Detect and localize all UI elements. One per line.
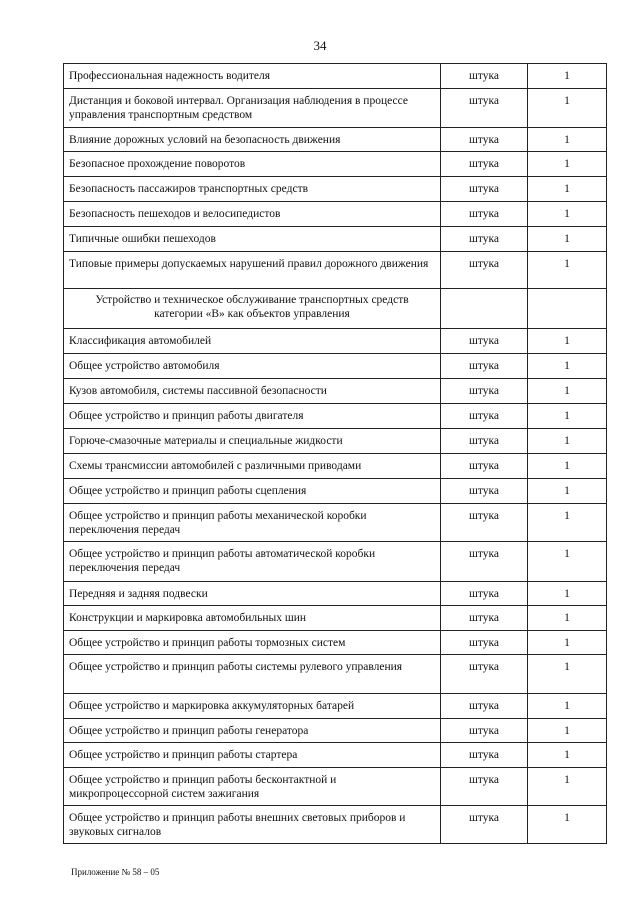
table-row xyxy=(64,329,607,354)
item-unit: штука xyxy=(441,743,528,768)
item-quantity: 1 xyxy=(528,404,607,429)
item-name: Типичные ошибки пешеходов xyxy=(64,227,441,252)
footer-note: Приложение № 58 – 05 xyxy=(71,867,160,877)
item-unit: штука xyxy=(441,227,528,252)
item-unit: штука xyxy=(441,329,528,354)
item-quantity: 1 xyxy=(528,252,607,289)
item-unit: штука xyxy=(441,64,528,89)
item-name: Общее устройство и принцип работы внешних световых приборов и звуковых сигналов xyxy=(64,806,441,844)
item-name: Общее устройство автомобиля xyxy=(64,354,441,379)
item-quantity: 1 xyxy=(528,582,607,606)
table-row xyxy=(64,177,607,202)
table-row xyxy=(64,454,607,479)
item-unit: штука xyxy=(441,177,528,202)
item-name: Влияние дорожных условий на безопасность движения xyxy=(64,128,441,152)
table-row xyxy=(64,252,607,289)
item-name: Безопасность пассажиров транспортных средств xyxy=(64,177,441,202)
item-quantity: 1 xyxy=(528,504,607,542)
item-quantity: 1 xyxy=(528,768,607,806)
item-unit: штука xyxy=(441,454,528,479)
item-quantity: 1 xyxy=(528,379,607,404)
item-unit: штука xyxy=(441,542,528,582)
item-quantity: 1 xyxy=(528,454,607,479)
item-quantity: 1 xyxy=(528,806,607,844)
item-quantity: 1 xyxy=(528,631,607,655)
item-quantity: 1 xyxy=(528,64,607,89)
item-unit: штука xyxy=(441,404,528,429)
item-name: Общее устройство и принцип работы бесконтактной и микропроцессорной систем зажигания xyxy=(64,768,441,806)
item-unit: штука xyxy=(441,806,528,844)
table-body xyxy=(64,64,607,844)
item-name: Профессиональная надежность водителя xyxy=(64,64,441,89)
item-name: Безопасность пешеходов и велосипедистов xyxy=(64,202,441,227)
item-unit: штука xyxy=(441,582,528,606)
item-quantity: 1 xyxy=(528,227,607,252)
item-quantity: 1 xyxy=(528,542,607,582)
item-unit: штука xyxy=(441,631,528,655)
item-unit: штука xyxy=(441,655,528,694)
item-unit: штука xyxy=(441,606,528,631)
table-row xyxy=(64,606,607,631)
item-unit: штука xyxy=(441,89,528,128)
item-name: Дистанция и боковой интервал. Организация наблюдения в процессе управления транспортным средством xyxy=(64,89,441,128)
item-name: Безопасное прохождение поворотов xyxy=(64,152,441,177)
item-name: Общее устройство и принцип работы двигателя xyxy=(64,404,441,429)
table-row xyxy=(64,806,607,844)
item-unit: штука xyxy=(441,128,528,152)
item-name: Общее устройство и принцип работы генератора xyxy=(64,719,441,743)
item-quantity: 1 xyxy=(528,128,607,152)
item-unit: штука xyxy=(441,479,528,504)
item-name: Общее устройство и маркировка аккумуляторных батарей xyxy=(64,694,441,719)
item-quantity: 1 xyxy=(528,89,607,128)
item-unit: штука xyxy=(441,379,528,404)
item-name: Типовые примеры допускаемых нарушений правил дорожного движения xyxy=(64,252,441,289)
table-row xyxy=(64,152,607,177)
table-row xyxy=(64,379,607,404)
table-row xyxy=(64,404,607,429)
item-unit: штука xyxy=(441,768,528,806)
item-unit: штука xyxy=(441,504,528,542)
equipment-table xyxy=(63,63,607,844)
item-quantity: 1 xyxy=(528,152,607,177)
item-name: Общее устройство и принцип работы стартера xyxy=(64,743,441,768)
table-row xyxy=(64,582,607,606)
item-name: Общее устройство и принцип работы сцепления xyxy=(64,479,441,504)
table-row xyxy=(64,227,607,252)
item-quantity: 1 xyxy=(528,202,607,227)
item-unit: штука xyxy=(441,429,528,454)
item-quantity: 1 xyxy=(528,429,607,454)
table-row xyxy=(64,631,607,655)
table-row xyxy=(64,202,607,227)
item-quantity: 1 xyxy=(528,743,607,768)
table-row xyxy=(64,504,607,542)
item-name: Передняя и задняя подвески xyxy=(64,582,441,606)
item-quantity: 1 xyxy=(528,719,607,743)
item-unit: штука xyxy=(441,152,528,177)
table-row xyxy=(64,743,607,768)
section-title: Устройство и техническое обслуживание транспортных средств категории «В» как объектов управления xyxy=(64,289,441,329)
item-unit: штука xyxy=(441,252,528,289)
table-row xyxy=(64,479,607,504)
item-name: Кузов автомобиля, системы пассивной безопасности xyxy=(64,379,441,404)
item-quantity: 1 xyxy=(528,329,607,354)
table-row xyxy=(64,64,607,89)
item-name: Конструкции и маркировка автомобильных шин xyxy=(64,606,441,631)
page-number: 34 xyxy=(313,38,327,53)
item-quantity xyxy=(528,289,607,329)
table-row xyxy=(64,354,607,379)
item-quantity: 1 xyxy=(528,606,607,631)
item-name: Классификация автомобилей xyxy=(64,329,441,354)
item-quantity: 1 xyxy=(528,177,607,202)
item-unit: штука xyxy=(441,354,528,379)
table-row xyxy=(64,429,607,454)
section-header-row xyxy=(64,289,607,329)
item-unit: штука xyxy=(441,694,528,719)
item-unit: штука xyxy=(441,202,528,227)
item-name: Общее устройство и принцип работы системы рулевого управления xyxy=(64,655,441,694)
item-name: Общее устройство и принцип работы механической коробки переключения передач xyxy=(64,504,441,542)
item-quantity: 1 xyxy=(528,694,607,719)
item-name: Общее устройство и принцип работы автоматической коробки переключения передач xyxy=(64,542,441,582)
table-row xyxy=(64,655,607,694)
item-name: Схемы трансмиссии автомобилей с различными приводами xyxy=(64,454,441,479)
table-row xyxy=(64,694,607,719)
table-row xyxy=(64,89,607,128)
table-row xyxy=(64,128,607,152)
table-row xyxy=(64,542,607,582)
item-unit: штука xyxy=(441,719,528,743)
table-row xyxy=(64,719,607,743)
item-quantity: 1 xyxy=(528,655,607,694)
item-quantity: 1 xyxy=(528,354,607,379)
item-name: Общее устройство и принцип работы тормозных систем xyxy=(64,631,441,655)
table-row xyxy=(64,768,607,806)
item-unit xyxy=(441,289,528,329)
item-name: Горюче-смазочные материалы и специальные жидкости xyxy=(64,429,441,454)
item-quantity: 1 xyxy=(528,479,607,504)
